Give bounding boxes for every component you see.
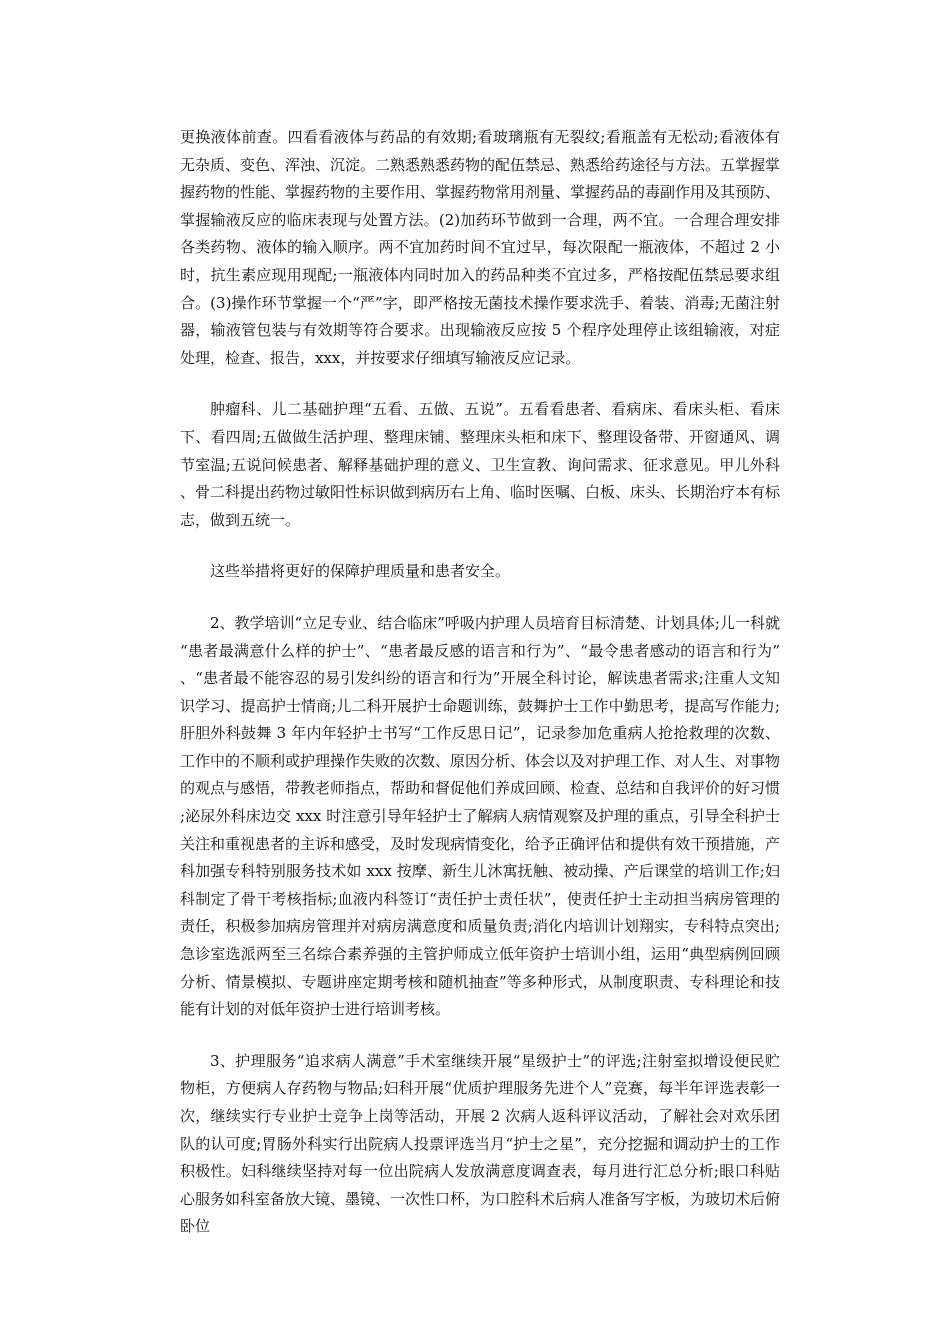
document-page [180, 124, 780, 1241]
paragraph-safety-summary: 这些举措将更好的保障护理质量和患者安全。 [210, 562, 511, 581]
paragraph-teaching-training: 2、教学培训“立足专业、结合临床”呼吸内护理人员培育目标清楚、计划具体;儿一科就“患者最满意什么样的护士”、“患者最反感的语言和行为”、“最令患者感动的语言和行为”、“患者最不能容忍的易引发纠纷的语言和行为”开展全科讨论，解读患者需求;注重人文知识学习、提高护士情商;儿二科开展护士命题训练，鼓舞护士工作中勤思考，提高写作能力;肝胆外科鼓舞 3 年内年轻护士书写“工作反思日记”，记录参加危重病人抢抢救理的次数、工作中的不顺利或护理操作失败的次数、原因分析、体会以及对护理工作、对人生、对事物的观点与感悟，带教老师指点，帮助和督促他们养成回顾、检查、总结和自我评价的好习惯;泌尿外科床边交 xxx 时注意引导年轻护士了解病人病情观察及护理的重点，引导全科护士关注和重视患者的主诉和感受，及时发现病情变化，给予正确评估和提供有效干预措施，产科加强专科特别服务技术如 xxx 按摩、新生儿沐寓抚触、被动操、产后课堂的培训工作;妇科制定了骨干考核指标;血液内科签订“责任护士责任状”，使责任护士主动担当病房管理的责任，积极参加病房管理并对病房满意度和质量负责;消化内培训计划翔实，专科特点突出;急诊室选派两至三名综合素养强的主管护师成立低年资护士培训小组，运用“典型病例回顾分析、情景模拟、专题讲座定期考核和随机抽查”等多种形式，从制度职责、专科理论和技能有计划的对低年资护士进行培训考核。 [180, 613, 781, 1019]
paragraph-nursing-service: 3、护理服务“追求病人满意”手术室继续开展“星级护士”的评选;注射室拟增设便民贮物柜，方便病人存药物与物品;妇科开展“优质护理服务先进个人”竞赛，每半年评选表彰一次，继续实行专业护士竞争上岗等活动，开展 2 次病人返科评议活动，了解社会对欢乐团队的认可度;胃肠外科实行出院病人投票评选当月“护士之星”，充分挖掘和调动护士的工作积极性。妇科继续坚持对每一位出院病人发放满意度调查表，每月进行汇总分析;眼口科贴心服务如科室备放大镜、墨镜、一次性口杯，为口腔科术后病人准备写字板，为玻切术后俯卧位 [180, 1051, 781, 1236]
paragraph-infusion-checks: 更换液体前查。四看看液体与药品的有效期;看玻璃瓶有无裂纹;看瓶盖有无松动;看液体有无杂质、变色、浑浊、沉淀。二熟悉熟悉药物的配伍禁忌、熟悉给药途径与方法。五掌握掌握药物的性能、掌握药物的主要作用、掌握药物常用剂量、掌握药品的毒副作用及其预防、掌握输液反应的临床表现与处置方法。(2)加药环节做到一合理，两不宜。一合理合理安排各类药物、液体的输入顺序。两不宜加药时间不宜过早，每次限配一瓶液体，不超过 2 小时，抗生素应现用现配;一瓶液体内同时加入的药品种类不宜过多，严格按配伍禁忌要求组合。(3)操作环节掌握一个“严”字，即严格按无菌技术操作要求洗手、着装、消毒;无菌注射器，输液管包装与有效期等符合要求。出现输液反应按 5 个程序处理停止该组输液，对症处理，检查、报告，xxx，并按要求仔细填写输液反应记录。 [180, 128, 781, 367]
paragraph-basic-nursing: 肿瘤科、儿二基础护理“五看、五做、五说”。五看看患者、看病床、看床头柜、看床下、看四周;五做做生活护理、整理床铺、整理床头柜和床下、整理设备带、开窗通风、调节室温;五说问候患者、解释基础护理的意义、卫生宣教、询问需求、征求意见。甲儿外科、骨二科提出药物过敏阳性标识做到病历右上角、临时医嘱、白板、床头、长期治疗本有标志，做到五统一。 [180, 400, 781, 529]
